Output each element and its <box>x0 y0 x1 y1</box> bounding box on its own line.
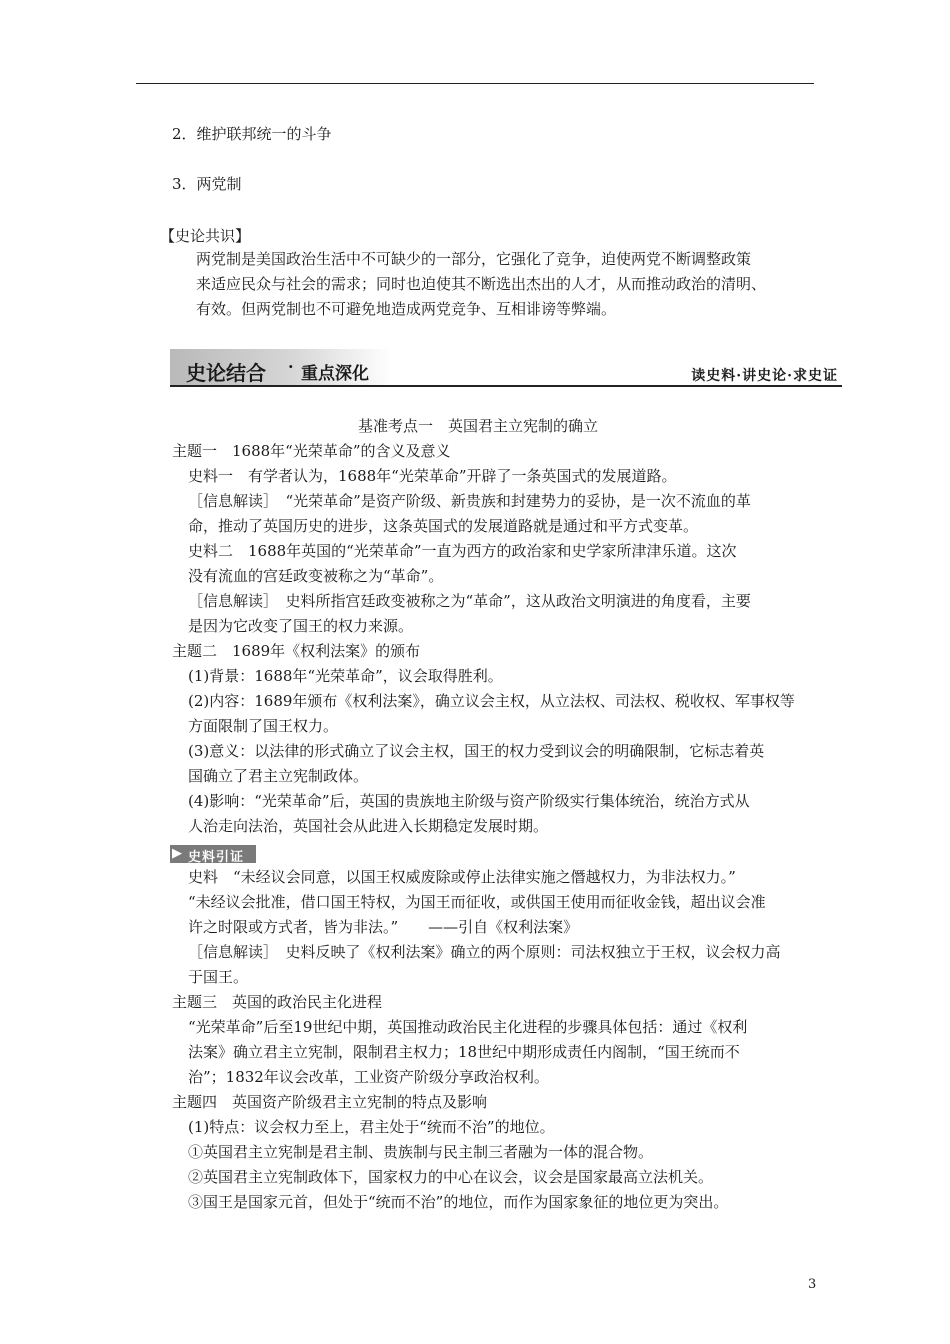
topic-heading: 主题一 1688年“光荣革命”的含义及意义 <box>172 442 451 460</box>
body-line: (3)意义：以法律的形式确立了议会主权，国王的权力受到议会的明确限制，它标志着英 <box>188 742 765 760</box>
body-line: 是因为它改变了国王的权力来源。 <box>188 617 414 635</box>
body-line: ［信息解读］ “光荣革命”是资产阶级、新贵族和封建势力的妥协，是一次不流血的革 <box>188 492 751 510</box>
topic-heading: 主题二 1689年《权利法案》的颁布 <box>172 642 421 660</box>
source-evidence-tag <box>170 845 256 863</box>
banner-slogan: 读史料·讲史论·求史证 <box>691 368 838 384</box>
body-line: ③国王是国家元首，但处于“统而不治”的地位，而作为国家象征的地位更为突出。 <box>188 1193 729 1211</box>
header-rule <box>136 83 814 84</box>
body-line: “未经议会批准，借口国王特权，为国王而征收，或供国王使用而征收金钱，超出议会准 <box>188 893 766 911</box>
body-line: ①英国君主立宪制是君主制、贵族制与民主制三者融为一体的混合物。 <box>188 1143 654 1161</box>
body-line: 史料一 有学者认为，1688年“光荣革命”开辟了一条英国式的发展道路。 <box>188 467 677 485</box>
body-line: 许之时限或方式者，皆为非法。” ——引自《权利法案》 <box>188 918 579 936</box>
body-line: ［信息解读］ 史料反映了《权利法案》确立的两个原则：司法权独立于王权，议会权力高 <box>188 943 781 961</box>
page-number: 3 <box>808 1277 817 1292</box>
body-line: “光荣革命”后至19世纪中期，英国推动政治民主化进程的步骤具体包括：通过《权利 <box>188 1018 748 1036</box>
body-line: 没有流血的宫廷政变被称之为“革命”。 <box>188 567 444 585</box>
consensus-heading: 【史论共识】 <box>160 227 251 245</box>
body-line: 史料 “未经议会同意，以国王权威废除或停止法律实施之僭越权力，为非法权力。” <box>188 868 736 886</box>
body-line: 命，推动了英国历史的进步，这条英国式的发展道路就是通过和平方式变革。 <box>188 517 699 535</box>
consensus-line: 来适应民众与社会的需求；同时也迫使其不断选出杰出的人才，从而推动政治的清明、 <box>196 275 767 293</box>
consensus-line: 两党制是美国政治生活中不可缺少的一部分，它强化了竞争，迫使两党不断调整政策 <box>196 250 752 268</box>
item-3: 3．两党制 <box>172 175 242 193</box>
banner-dot: · <box>288 357 294 376</box>
body-line: ［信息解读］ 史料所指宫廷政变被称之为“革命”，这从政治文明演进的角度看，主要 <box>188 592 751 610</box>
banner-subtitle: 重点深化 <box>301 364 369 384</box>
body-line: (4)影响：“光荣革命”后，英国的贵族地主阶级与资产阶级实行集体统治，统治方式从 <box>188 792 750 810</box>
consensus-line: 有效。但两党制也不可避免地造成两党竞争、互相诽谤等弊端。 <box>196 300 617 318</box>
triangle-icon: ▶ <box>172 846 182 861</box>
body-line: 史料二 1688年英国的“光荣革命”一直为西方的政治家和史学家所津津乐道。这次 <box>188 542 737 560</box>
topic-heading: 主题四 英国资产阶级君主立宪制的特点及影响 <box>172 1093 488 1111</box>
body-line: 方面限制了国王权力。 <box>188 717 339 735</box>
item-2: 2．维护联邦统一的斗争 <box>172 125 332 143</box>
body-line: 于国王。 <box>188 968 249 986</box>
banner-title: 史论结合 <box>186 361 266 385</box>
topic-heading: 主题三 英国的政治民主化进程 <box>172 993 383 1011</box>
body-line: 人治走向法治，英国社会从此进入长期稳定发展时期。 <box>188 817 549 835</box>
body-line: 法案》确立君主立宪制，限制君主权力；18世纪中期形成责任内阁制，“国王统而不 <box>188 1043 740 1061</box>
tag-label: 史料引证 <box>188 850 245 865</box>
body-line: 治”；1832年议会改革，工业资产阶级分享政治权利。 <box>188 1068 549 1086</box>
body-line: (1)背景：1688年“光荣革命”，议会取得胜利。 <box>188 667 503 685</box>
body-line: 国确立了君主立宪制政体。 <box>188 767 369 785</box>
body-line: ②英国君主立宪制政体下，国家权力的中心在议会，议会是国家最高立法机关。 <box>188 1168 714 1186</box>
section-title: 基准考点一 英国君主立宪制的确立 <box>358 417 599 435</box>
body-line: (2)内容：1689年颁布《权利法案》，确立议会主权，从立法权、司法权、税收权、军事权等 <box>188 692 795 710</box>
banner-rule <box>170 385 842 387</box>
body-line: (1)特点：议会权力至上，君主处于“统而不治”的地位。 <box>188 1118 555 1136</box>
section-banner <box>170 349 842 387</box>
